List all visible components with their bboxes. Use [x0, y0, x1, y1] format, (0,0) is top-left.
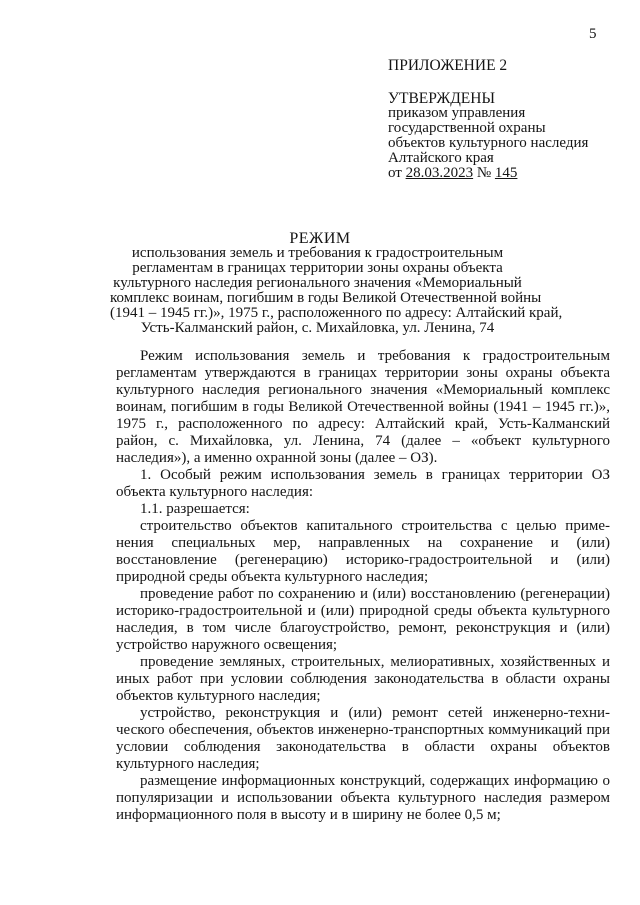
subtitle-line: использования земель и требования к градостроительным [131, 245, 504, 261]
subtitle-line: (1941 – 1945 гг.)», 1975 г., расположенного по адресу: Алтайский край, [110, 305, 563, 321]
approval-authority-line: Алтайского края [388, 150, 494, 166]
approval-authority-line: приказом управления [388, 105, 526, 121]
document-subtitle [110, 245, 563, 336]
body-paragraph: 1. Особый режим использования земель в границах территории ОЗ объекта культурного наследия: [116, 467, 610, 500]
approval-number: 145 [494, 165, 518, 181]
subtitle-line: комплекс воинам, погибшим в годы Великой Отечественной войны [110, 290, 542, 306]
body-paragraph: устройство, реконструкция и (или) ремонт сетей инженерно-технического обеспечения, объектов инженерно-транспортных коммуникаций при условии соблюдения законодательства в области охраны объектов культурного наследия; [116, 705, 610, 772]
appendix-label: ПРИЛОЖЕНИЕ 2 [388, 57, 508, 74]
date-prefix: от [388, 165, 402, 181]
approval-authority-line: объектов культурного наследия [388, 135, 589, 151]
subtitle-line: Усть-Калманский район, с. Михайловка, ул. Ленина, 74 [140, 320, 495, 336]
number-prefix: № [476, 165, 492, 181]
document-body [116, 348, 610, 824]
approval-block [388, 58, 628, 181]
document-title: РЕЖИМ [289, 230, 351, 247]
approved-label: УТВЕРЖДЕНЫ [388, 90, 495, 107]
approval-date-line [388, 166, 628, 181]
page-number: 5 [589, 26, 597, 42]
body-paragraph: 1.1. разрешается: [140, 501, 250, 517]
body-paragraph: проведение земляных, строительных, мелиоративных, хозяйственных и иных работ при условии соблюдения законодательства в области охраны объектов культурного наследия; [116, 654, 610, 704]
subtitle-line: регламентам в границах территории зоны охраны объекта [132, 260, 503, 276]
approval-authority-line: государственной охраны [388, 120, 546, 136]
body-paragraph: проведение работ по сохранению и (или) восстановлению (регенерации) историко-градостроительной и (или) природной среды объекта культурного наследия, в том числе благоустройство, ремонт, реконструкция и (или) устройство наружного освещения; [116, 586, 610, 653]
subtitle-line: культурного наследия регионального значения «Мемориальный [113, 275, 522, 291]
body-paragraph: размещение информационных конструкций, содержащих информацию о популяризации и использовании объекта культурного наследия размером информационного поля в высоту и в ширину не более 0,5 м; [116, 773, 610, 823]
body-paragraph: Режим использования земель и требования к градостроительным регламентам утверждаются в границах территории зоны охраны объекта культурного наследия регионального значения «Мемориальный комплекс воинам, погибшим в годы Великой Отечественной войны (1941 – 1945 гг.)», 1975 г., расположенного по адресу: Алтайский край, Усть-Калманский район, с. Михайловка, ул. Ленина, 74 (далее – «объект культурного наследия»), а именно охранной зоны (далее – ОЗ). [116, 348, 610, 466]
body-paragraph: строительство объектов капитального строительства с целью применения специальных мер, направленных на сохранение и (или) восстановление (регенерацию) историко-градостроительной и (или) природной среды объекта культурного наследия; [116, 518, 610, 585]
approval-date: 28.03.2023 [405, 165, 474, 181]
